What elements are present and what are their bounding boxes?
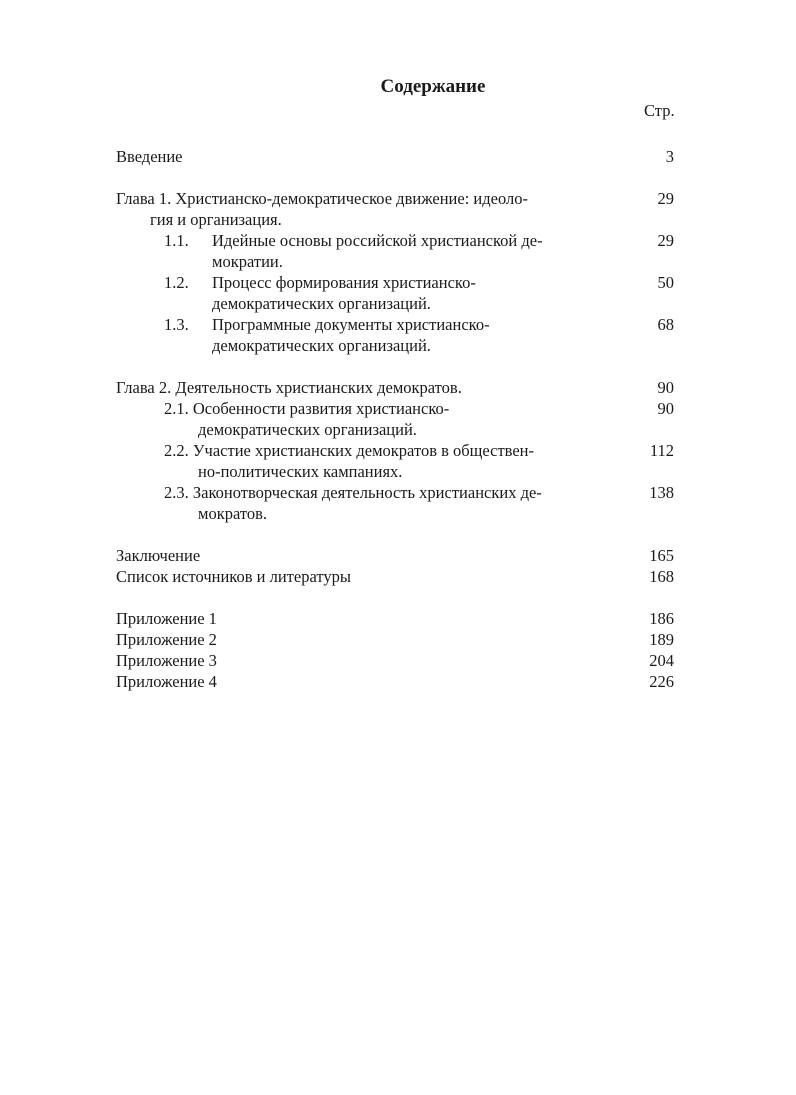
toc-entry-page: 138 [649, 483, 674, 502]
toc-entry-conclusion [116, 545, 682, 566]
toc-entry-appendix-4 [116, 671, 682, 692]
toc-entry-section-1-3 [116, 314, 682, 356]
toc-entry-section-1-1 [116, 230, 682, 272]
toc-entry-number: 1.2. [164, 273, 189, 292]
toc-entry-section-1-2 [116, 272, 682, 314]
toc-entry-text: Глава 2. Деятельность христианских демократов. [116, 378, 462, 397]
toc-entry-page: 112 [649, 441, 674, 460]
toc-entry-text-line1: Идейные основы российской христианской де- [212, 231, 543, 250]
toc-entry-page: 29 [657, 231, 674, 250]
toc-entry-page: 29 [657, 189, 674, 208]
toc-entry-page: 3 [665, 147, 674, 166]
toc-entry-appendix-1 [116, 608, 682, 629]
toc-entry-text-line2: но-политических кампаниях. [198, 462, 403, 481]
toc-entry-text-line1: Программные документы христианско- [212, 315, 490, 334]
toc-entry-text-line2: демократических организаций. [212, 294, 431, 313]
table-of-contents [116, 146, 682, 692]
toc-entry-appendix-2 [116, 629, 682, 650]
toc-entry-text-line2: демократических организаций. [212, 336, 431, 355]
toc-entry-appendix-3 [116, 650, 682, 671]
toc-entry-page: 226 [649, 672, 674, 691]
spacer [116, 167, 682, 188]
toc-entry-text-line1: Процесс формирования христианско- [212, 273, 476, 292]
page-column-label: Стр. [644, 101, 675, 120]
toc-entry-section-2-2 [116, 440, 682, 482]
toc-entry-text-line1: Глава 1. Христианско-демократическое движение: идеоло- [116, 189, 528, 208]
toc-entry-page: 90 [657, 378, 674, 397]
toc-entry-sources [116, 566, 682, 587]
toc-entry-number: 1.3. [164, 315, 189, 334]
toc-entry-page: 204 [649, 651, 674, 670]
toc-entry-page: 50 [657, 273, 674, 292]
toc-entry-text-line1: 2.1. Особенности развития христианско- [164, 399, 450, 418]
toc-entry-text: Приложение 1 [116, 609, 217, 628]
toc-entry-page: 189 [649, 630, 674, 649]
toc-entry-text-line1: 2.3. Законотворческая деятельность христианских де- [164, 483, 542, 502]
toc-entry-chapter-1 [116, 188, 682, 230]
spacer [116, 524, 682, 545]
toc-entry-page: 90 [657, 399, 674, 418]
toc-entry-page: 186 [649, 609, 674, 628]
toc-entry-page: 165 [649, 546, 674, 565]
toc-entry-text: Заключение [116, 546, 201, 565]
spacer [116, 587, 682, 608]
toc-entry-page: 68 [657, 315, 674, 334]
toc-entry-number: 1.1. [164, 231, 189, 250]
toc-entry-section-2-1 [116, 398, 682, 440]
toc-entry-text-line2: гия и организация. [150, 210, 282, 229]
toc-entry-text-line2: мократии. [212, 252, 283, 271]
toc-entry-text: Введение [116, 147, 183, 166]
toc-entry-text: Список источников и литературы [116, 567, 351, 586]
toc-entry-text-line1: 2.2. Участие христианских демократов в обществен- [164, 441, 534, 460]
toc-entry-text-line2: демократических организаций. [198, 420, 417, 439]
toc-entry-intro [116, 146, 682, 167]
toc-entry-chapter-2 [116, 377, 682, 398]
toc-entry-section-2-3 [116, 482, 682, 524]
toc-entry-text: Приложение 2 [116, 630, 217, 649]
toc-entry-text: Приложение 3 [116, 651, 217, 670]
toc-entry-text-line2: мократов. [198, 504, 268, 523]
spacer [116, 356, 682, 377]
toc-entry-page: 168 [649, 567, 674, 586]
toc-entry-text: Приложение 4 [116, 672, 217, 691]
page-title: Содержание [380, 76, 486, 97]
